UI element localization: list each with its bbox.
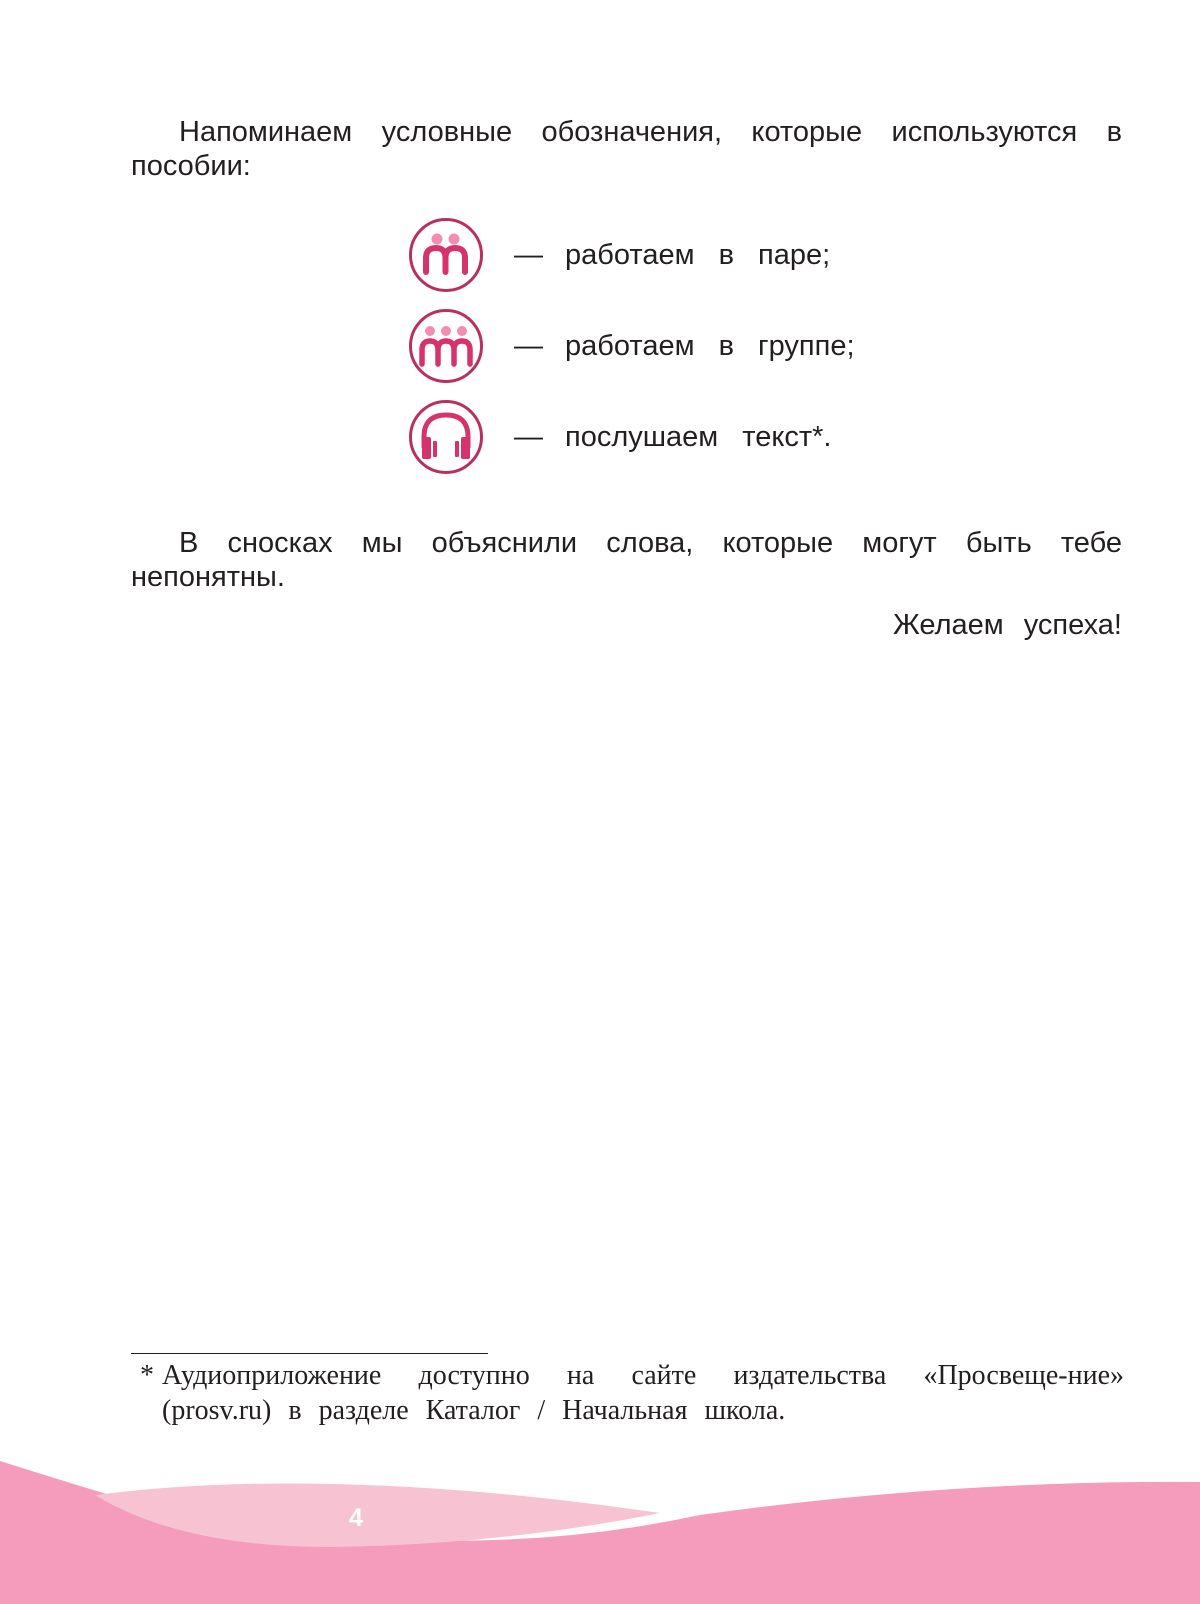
legend-dash: — bbox=[514, 238, 543, 271]
group-work-icon bbox=[408, 308, 484, 384]
bottom-wave-decoration bbox=[0, 1455, 1200, 1604]
legend-label-audio: послушаем текст*. bbox=[565, 420, 832, 453]
legend-dash: — bbox=[514, 329, 543, 362]
footnote-divider bbox=[131, 1353, 488, 1354]
footnote-explanation-paragraph bbox=[131, 526, 1122, 594]
intro-paragraph bbox=[131, 115, 1122, 183]
closing-wish: Желаем успеха! bbox=[893, 609, 1122, 641]
pair-work-icon bbox=[408, 217, 484, 293]
legend-dash: — bbox=[514, 420, 543, 453]
legend-item-pair bbox=[408, 216, 830, 294]
page-number: 4 bbox=[349, 1504, 363, 1532]
legend-label-group: работаем в группе; bbox=[565, 329, 855, 362]
intro-text: Напоминаем условные обозначения, которые используются в пособии: bbox=[131, 116, 1122, 182]
footnote-text: Аудиоприложение доступно на сайте издательства «Просвеще-ние» (prosv.ru) в разделе Каталог / Начальная школа. bbox=[162, 1360, 1124, 1426]
footnote-explanation-text: В сносках мы объяснили слова, которые могут быть тебе непонятны. bbox=[131, 527, 1122, 593]
legend-item-audio bbox=[408, 398, 832, 476]
footnote bbox=[140, 1358, 1124, 1428]
headphones-icon bbox=[408, 399, 484, 475]
legend-label-pair: работаем в паре; bbox=[565, 238, 831, 271]
legend-item-group bbox=[408, 307, 855, 385]
footnote-marker: * bbox=[140, 1360, 154, 1391]
